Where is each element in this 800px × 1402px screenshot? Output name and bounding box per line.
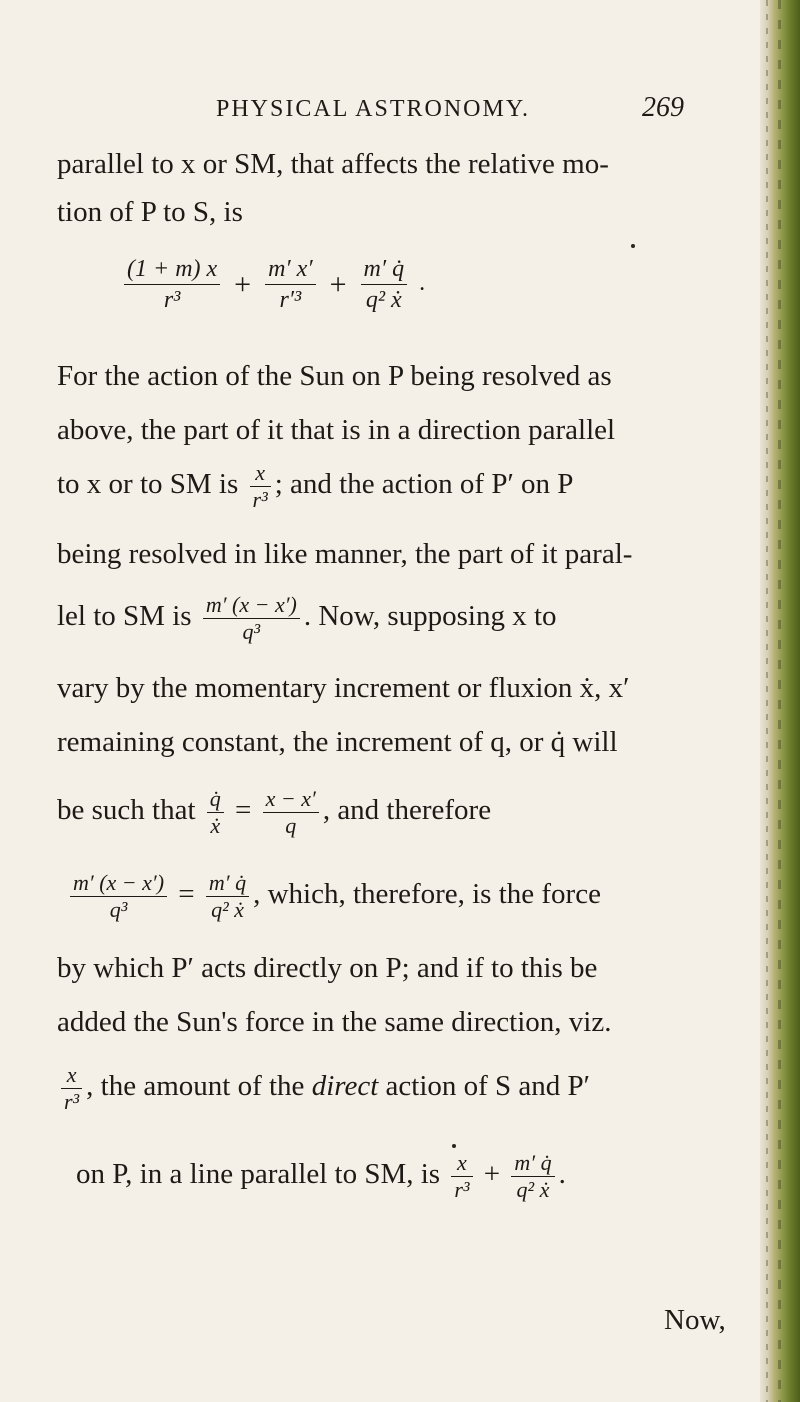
fraction-final-2: $\frac{m' q̇}{\text{q² ẋ}}$: [511, 1152, 554, 1201]
book-spine-edge: [760, 0, 800, 1402]
text-line-3: For the action of the Sun on P being resolved as: [57, 360, 612, 392]
fraction-x-over-r3: $\frac{x}{\text{r³}}$: [250, 462, 271, 511]
fraction-m-x-minus-x-over-q3: $\frac{m' (x - x')}{\text{q³}}$: [203, 594, 300, 643]
ink-dot: [452, 1144, 456, 1148]
plus-sign: +: [234, 267, 252, 301]
fraction-qdot-over-xdot: $\frac{q̇}{\text{ẋ}}$: [207, 788, 224, 837]
formula-term-3: $\frac{m' q̇}{\text{q² ẋ}}$: [361, 256, 408, 313]
text-line-13: added the Sun's force in the same direction, viz.: [57, 1006, 612, 1038]
page-number: 269: [642, 92, 684, 123]
catchword: Now,: [664, 1304, 726, 1336]
text-line-15: on P, in a line parallel to SM, is $\frac{x}{\text{r³}}$ + $\frac{m' q̇}{\text{q² ẋ}}$ .: [76, 1149, 566, 1202]
relative-motion-formula: [118, 256, 425, 313]
ink-dot: [631, 244, 635, 248]
formula-term-1: $\frac{(1 + m) x}{\text{r³}}$: [124, 256, 220, 313]
text-line-1: parallel to x or SM, that affects the relative mo-: [57, 148, 609, 180]
plus-sign: +: [329, 267, 347, 301]
formula-end: .: [419, 270, 426, 297]
running-title: PHYSICAL ASTRONOMY.: [216, 96, 531, 122]
text-line-12: by which P′ acts directly on P; and if to this be: [57, 952, 598, 984]
fraction-x-over-r3-b: $\frac{x}{\text{r³}}$: [61, 1064, 82, 1113]
page-header: [0, 88, 760, 128]
text-line-8: vary by the momentary increment or fluxion ẋ, x′: [57, 672, 630, 704]
text-line-5: to x or to SM is $\frac{x}{\text{r³}}$ ; and the action of P′ on P: [57, 459, 574, 512]
text-line-10: be such that $\frac{q̇}{\text{ẋ}}$ = $\frac{x - x'}{q}$ , and therefore: [57, 785, 492, 838]
text-line-9: remaining constant, the increment of q, or q̇ will: [57, 726, 618, 758]
fraction-lhs: $\frac{m' (x - x')}{\text{q³}}$: [70, 872, 167, 921]
text-line-6: being resolved in like manner, the part of it paral-: [57, 538, 633, 570]
text-line-14: $\frac{x}{\text{r³}}$ , the amount of the direct action of S and P′: [57, 1060, 707, 1113]
text-line-7: lel to SM is $\frac{m' (x - x')}{\text{q³}}$ . Now, supposing x to: [57, 591, 557, 644]
text-line-4: above, the part of it that is in a direction parallel: [57, 414, 616, 446]
fraction-rhs: $\frac{m' q̇}{\text{q² ẋ}}$: [206, 872, 249, 921]
text-line-11: $\frac{m' (x - x')}{\text{q³}}$ = $\frac{m' q̇}{\text{q² ẋ}}$ , which, therefore, is the force: [66, 868, 716, 921]
formula-term-2: $\frac{m' x'}{\text{r′³}}$: [265, 256, 315, 313]
text-line-2: tion of P to S, is: [57, 196, 243, 228]
fraction-final-1: $\frac{x}{\text{r³}}$: [451, 1152, 472, 1201]
fraction-x-minus-x-over-q: $\frac{x - x'}{q}$: [263, 788, 319, 837]
emphasis-direct: direct: [311, 1070, 379, 1102]
